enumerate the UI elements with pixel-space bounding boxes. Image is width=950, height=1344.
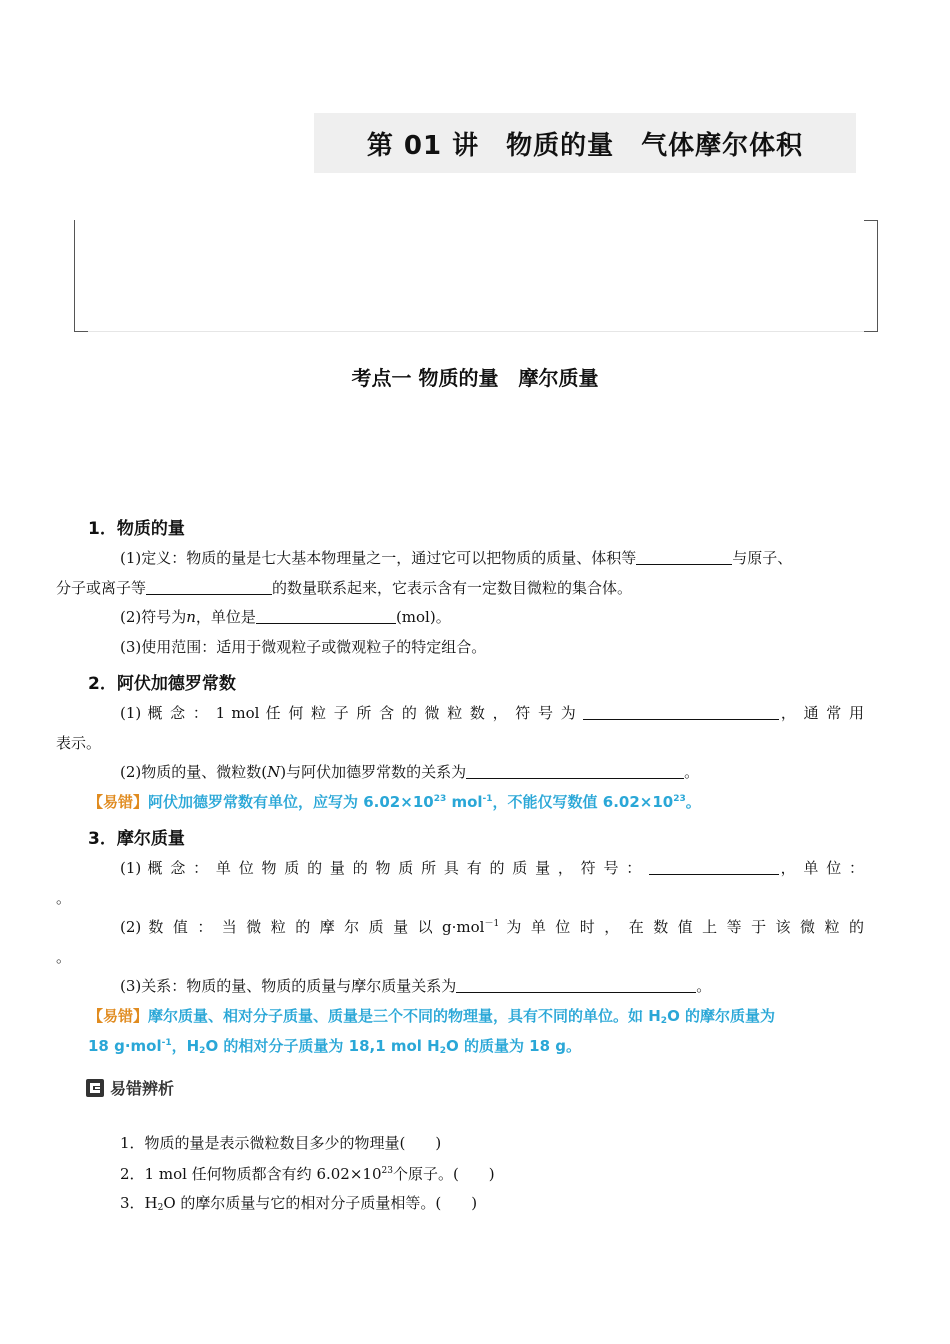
blank-1[interactable] bbox=[636, 547, 732, 565]
heading-avogadro: 2．阿伏加德罗常数 bbox=[88, 674, 236, 694]
warning-molar-mass: 【易错】摩尔质量、相对分子质量、质量是三个不同的物理量，具有不同的单位。如 $H_2O$ 的摩尔质量为 18 g·mol$^{-1}$，$H_2O$ 的相对分子质量为 18,1 mol $H_2O$ 的质量为 18 g。 bbox=[88, 1007, 776, 1056]
paragraph-scope: (3)使用范围：适用于微观粒子或微观粒子的特定组合。 bbox=[120, 638, 487, 656]
blank-5[interactable] bbox=[466, 761, 684, 779]
paragraph-molar-mass-concept: (1) 概 念 ： 单 位 物 质 的 量 的 物 质 所 具 有 的 质 量 ， 符 号 ： ， 单 位 ： 。 bbox=[56, 859, 864, 907]
paragraph-avogadro-concept: (1) 概 念 ： 1 mol 任 何 粒 子 所 含 的 微 粒 数 ， 符 号 为 ， 通 常 用 表示。 bbox=[56, 704, 864, 752]
summary-frame bbox=[74, 220, 878, 332]
paragraph-avogadro-relation: (2)物质的量、微粒数(N)与阿伏加德罗常数的关系为 。 bbox=[120, 763, 700, 781]
section-title: 考点一 物质的量 摩尔质量 bbox=[351, 366, 599, 390]
paragraph-definition: (1)定义：物质的量是七大基本物理量之一，通过它可以把物质的质量、体积等 与原子、 分子或离子等 的数量联系起来，它表示含有一定数目微粒的集合体。 bbox=[56, 549, 793, 597]
error-analysis-title bbox=[86, 1076, 174, 1099]
blank-3[interactable] bbox=[256, 606, 396, 624]
blank-6[interactable] bbox=[649, 857, 779, 875]
error-analysis-label: 易错辨析 bbox=[110, 1079, 175, 1098]
blank-2[interactable] bbox=[146, 577, 272, 595]
question-2: 2．1 mol 任何物质都含有约 $6.02\times 10^{23}$个原子。( ) bbox=[120, 1165, 495, 1183]
paragraph-molar-mass-value: (2) 数 值 ： 当 微 粒 的 摩 尔 质 量 以 g·mol$^{-1}$ 为 单 位 时 ， 在 数 值 上 等 于 该 微 粒 的 。 bbox=[56, 918, 864, 966]
heading-molar-mass: 3．摩尔质量 bbox=[88, 829, 185, 849]
lecture-title-text: 第 01 讲 物质的量 气体摩尔体积 bbox=[366, 130, 804, 161]
paragraph-molar-mass-relation: (3)关系：物质的量、物质的质量与摩尔质量关系为 。 bbox=[120, 977, 712, 995]
error-analysis-icon bbox=[86, 1079, 104, 1097]
heading-amount-of-substance: 1．物质的量 bbox=[88, 519, 185, 539]
warning-avogadro: 【易错】阿伏加德罗常数有单位，应写为 $6.02\times 10^{23}$ mol$^{-1}$，不能仅写数值 $6.02\times 10^{23}$。 bbox=[88, 793, 701, 811]
question-1: 1．物质的量是表示微粒数目多少的物理量( ) bbox=[120, 1134, 442, 1152]
lecture-title bbox=[314, 113, 856, 173]
blank-4[interactable] bbox=[583, 702, 779, 720]
blank-7[interactable] bbox=[456, 975, 696, 993]
paragraph-symbol: (2)符号为n，单位是 (mol)。 bbox=[120, 608, 451, 626]
question-3: 3．$H_2O$ 的摩尔质量与它的相对分子质量相等。( ) bbox=[120, 1194, 478, 1213]
